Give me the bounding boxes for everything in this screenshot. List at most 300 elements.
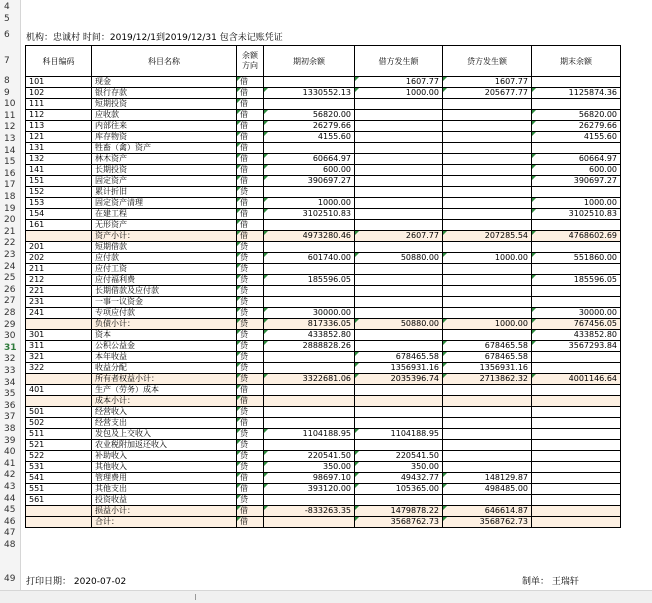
closing-balance-cell[interactable] <box>532 363 621 374</box>
credit-amount-cell[interactable] <box>443 462 532 473</box>
account-code-cell[interactable]: 152 <box>26 187 92 198</box>
account-code-cell[interactable]: 101 <box>26 77 92 88</box>
closing-balance-cell[interactable]: 767456.05 <box>532 319 621 330</box>
opening-balance-cell[interactable]: 1000.00 <box>264 198 355 209</box>
balance-direction-cell[interactable]: 借 <box>237 385 264 396</box>
balance-direction-cell[interactable]: 借 <box>237 99 264 110</box>
debit-amount-cell[interactable] <box>355 187 443 198</box>
row-number[interactable]: 40 <box>4 447 16 458</box>
credit-amount-cell[interactable] <box>443 99 532 110</box>
account-code-cell[interactable] <box>26 231 92 242</box>
debit-amount-cell[interactable]: 3568762.73 <box>355 517 443 528</box>
debit-amount-cell[interactable] <box>355 209 443 220</box>
opening-balance-cell[interactable]: 600.00 <box>264 165 355 176</box>
debit-amount-cell[interactable] <box>355 220 443 231</box>
debit-amount-cell[interactable] <box>355 308 443 319</box>
credit-amount-cell[interactable] <box>443 187 532 198</box>
debit-amount-cell[interactable] <box>355 121 443 132</box>
closing-balance-cell[interactable] <box>532 407 621 418</box>
debit-amount-cell[interactable] <box>355 385 443 396</box>
closing-balance-cell[interactable] <box>532 462 621 473</box>
row-number[interactable]: 7 <box>4 56 10 66</box>
credit-amount-cell[interactable] <box>443 154 532 165</box>
credit-amount-cell[interactable] <box>443 308 532 319</box>
account-code-cell[interactable]: 201 <box>26 242 92 253</box>
credit-amount-cell[interactable] <box>443 110 532 121</box>
account-name-cell[interactable]: 负债小计： <box>92 319 237 330</box>
row-number[interactable]: 43 <box>4 482 16 492</box>
account-code-cell[interactable] <box>26 374 92 385</box>
debit-amount-cell[interactable]: 1356931.16 <box>355 363 443 374</box>
account-name-cell[interactable]: 其他收入 <box>92 462 237 473</box>
balance-direction-cell[interactable]: 借 <box>237 231 264 242</box>
opening-balance-cell[interactable]: 26279.66 <box>264 121 355 132</box>
account-code-cell[interactable]: 511 <box>26 429 92 440</box>
account-code-cell[interactable]: 321 <box>26 352 92 363</box>
credit-amount-cell[interactable] <box>443 286 532 297</box>
balance-direction-cell[interactable]: 借 <box>237 209 264 220</box>
debit-amount-cell[interactable] <box>355 165 443 176</box>
account-code-cell[interactable]: 112 <box>26 110 92 121</box>
row-number[interactable]: 45 <box>4 505 16 516</box>
account-name-cell[interactable]: 所有者权益小计： <box>92 374 237 385</box>
debit-amount-cell[interactable] <box>355 143 443 154</box>
debit-amount-cell[interactable] <box>355 341 443 352</box>
row-number[interactable]: 22 <box>4 238 16 249</box>
account-name-cell[interactable]: 投资收益 <box>92 495 237 506</box>
opening-balance-cell[interactable]: 393120.00 <box>264 484 355 495</box>
account-name-cell[interactable]: 短期借款 <box>92 242 237 253</box>
account-name-cell[interactable]: 其他支出 <box>92 484 237 495</box>
closing-balance-cell[interactable]: 1000.00 <box>532 198 621 209</box>
account-code-cell[interactable] <box>26 517 92 528</box>
closing-balance-cell[interactable] <box>532 440 621 451</box>
credit-amount-cell[interactable]: 646614.87 <box>443 506 532 517</box>
debit-amount-cell[interactable]: 50880.00 <box>355 319 443 330</box>
credit-amount-cell[interactable]: 2713862.32 <box>443 374 532 385</box>
opening-balance-cell[interactable]: 817336.05 <box>264 319 355 330</box>
opening-balance-cell[interactable] <box>264 143 355 154</box>
credit-amount-cell[interactable] <box>443 297 532 308</box>
debit-amount-cell[interactable] <box>355 330 443 341</box>
account-code-cell[interactable]: 561 <box>26 495 92 506</box>
opening-balance-cell[interactable] <box>264 517 355 528</box>
balance-direction-cell[interactable]: 借 <box>237 176 264 187</box>
opening-balance-cell[interactable]: 2888828.26 <box>264 341 355 352</box>
opening-balance-cell[interactable] <box>264 495 355 506</box>
closing-balance-cell[interactable]: 1125874.36 <box>532 88 621 99</box>
account-name-cell[interactable]: 无形资产 <box>92 220 237 231</box>
account-code-cell[interactable]: 132 <box>26 154 92 165</box>
row-number[interactable]: 48 <box>4 540 16 550</box>
closing-balance-cell[interactable] <box>532 77 621 88</box>
closing-balance-cell[interactable]: 30000.00 <box>532 308 621 319</box>
credit-amount-cell[interactable] <box>443 440 532 451</box>
row-number[interactable]: 8 <box>4 76 10 86</box>
opening-balance-cell[interactable] <box>264 363 355 374</box>
closing-balance-cell[interactable]: 4768602.69 <box>532 231 621 242</box>
opening-balance-cell[interactable] <box>264 418 355 429</box>
account-name-cell[interactable]: 固定资产 <box>92 176 237 187</box>
balance-direction-cell[interactable]: 借 <box>237 154 264 165</box>
opening-balance-cell[interactable] <box>264 99 355 110</box>
credit-amount-cell[interactable] <box>443 220 532 231</box>
header-direction[interactable]: 余额方向 <box>237 46 264 77</box>
account-code-cell[interactable]: 241 <box>26 308 92 319</box>
balance-direction-cell[interactable]: 借 <box>237 198 264 209</box>
balance-direction-cell[interactable]: 借 <box>237 418 264 429</box>
credit-amount-cell[interactable] <box>443 396 532 407</box>
opening-balance-cell[interactable] <box>264 407 355 418</box>
credit-amount-cell[interactable]: 3568762.73 <box>443 517 532 528</box>
row-number[interactable]: 38 <box>4 424 16 434</box>
closing-balance-cell[interactable] <box>532 429 621 440</box>
closing-balance-cell[interactable]: 26279.66 <box>532 121 621 132</box>
account-name-cell[interactable]: 经营支出 <box>92 418 237 429</box>
row-number[interactable]: 49 <box>4 574 16 584</box>
closing-balance-cell[interactable] <box>532 286 621 297</box>
balance-direction-cell[interactable]: 贷 <box>237 187 264 198</box>
account-name-cell[interactable]: 现金 <box>92 77 237 88</box>
opening-balance-cell[interactable]: 1330552.13 <box>264 88 355 99</box>
row-number[interactable]: 20 <box>4 215 16 226</box>
opening-balance-cell[interactable] <box>264 297 355 308</box>
account-name-cell[interactable]: 短期投资 <box>92 99 237 110</box>
account-name-cell[interactable]: 应收款 <box>92 110 237 121</box>
account-code-cell[interactable]: 231 <box>26 297 92 308</box>
row-number[interactable]: 34 <box>4 377 16 388</box>
account-code-cell[interactable]: 522 <box>26 451 92 462</box>
row-number[interactable]: 30 <box>4 331 16 342</box>
closing-balance-cell[interactable]: 4001146.64 <box>532 374 621 385</box>
row-number[interactable]: 14 <box>4 145 16 156</box>
opening-balance-cell[interactable]: 3322681.06 <box>264 374 355 385</box>
account-name-cell[interactable]: 资本 <box>92 330 237 341</box>
balance-direction-cell[interactable]: 贷 <box>237 363 264 374</box>
balance-direction-cell[interactable]: 贷 <box>237 341 264 352</box>
account-code-cell[interactable] <box>26 506 92 517</box>
header-debit[interactable]: 借方发生额 <box>355 46 443 77</box>
row-number[interactable]: 47 <box>4 528 16 539</box>
credit-amount-cell[interactable]: 678465.58 <box>443 341 532 352</box>
row-number[interactable]: 5 <box>4 14 10 24</box>
credit-amount-cell[interactable] <box>443 121 532 132</box>
debit-amount-cell[interactable]: 1104188.95 <box>355 429 443 440</box>
account-code-cell[interactable]: 401 <box>26 385 92 396</box>
balance-direction-cell[interactable]: 贷 <box>237 352 264 363</box>
opening-balance-cell[interactable]: 3102510.83 <box>264 209 355 220</box>
balance-direction-cell[interactable]: 贷 <box>237 308 264 319</box>
balance-direction-cell[interactable]: 贷 <box>237 319 264 330</box>
account-code-cell[interactable]: 301 <box>26 330 92 341</box>
balance-direction-cell[interactable]: 贷 <box>237 462 264 473</box>
credit-amount-cell[interactable] <box>443 242 532 253</box>
debit-amount-cell[interactable]: 49432.77 <box>355 473 443 484</box>
balance-direction-cell[interactable]: 借 <box>237 121 264 132</box>
closing-balance-cell[interactable] <box>532 517 621 528</box>
closing-balance-cell[interactable] <box>532 264 621 275</box>
account-code-cell[interactable]: 212 <box>26 275 92 286</box>
account-name-cell[interactable]: 专项应付款 <box>92 308 237 319</box>
row-number[interactable]: 15 <box>4 157 16 168</box>
account-code-cell[interactable]: 541 <box>26 473 92 484</box>
opening-balance-cell[interactable] <box>264 264 355 275</box>
row-number[interactable]: 12 <box>4 122 16 133</box>
opening-balance-cell[interactable] <box>264 77 355 88</box>
opening-balance-cell[interactable]: 433852.80 <box>264 330 355 341</box>
account-code-cell[interactable]: 141 <box>26 165 92 176</box>
opening-balance-cell[interactable]: 350.00 <box>264 462 355 473</box>
credit-amount-cell[interactable] <box>443 209 532 220</box>
account-code-cell[interactable]: 202 <box>26 253 92 264</box>
closing-balance-cell[interactable]: 600.00 <box>532 165 621 176</box>
balance-direction-cell[interactable]: 贷 <box>237 286 264 297</box>
opening-balance-cell[interactable]: -833263.35 <box>264 506 355 517</box>
balance-direction-cell[interactable]: 贷 <box>237 330 264 341</box>
account-code-cell[interactable]: 154 <box>26 209 92 220</box>
account-name-cell[interactable]: 公积公益金 <box>92 341 237 352</box>
debit-amount-cell[interactable] <box>355 242 443 253</box>
debit-amount-cell[interactable] <box>355 297 443 308</box>
credit-amount-cell[interactable]: 1000.00 <box>443 319 532 330</box>
opening-balance-cell[interactable]: 185596.05 <box>264 275 355 286</box>
account-name-cell[interactable]: 累计折旧 <box>92 187 237 198</box>
opening-balance-cell[interactable]: 220541.50 <box>264 451 355 462</box>
account-code-cell[interactable]: 221 <box>26 286 92 297</box>
account-code-cell[interactable]: 322 <box>26 363 92 374</box>
balance-direction-cell[interactable]: 贷 <box>237 495 264 506</box>
opening-balance-cell[interactable] <box>264 242 355 253</box>
account-name-cell[interactable]: 资产小计： <box>92 231 237 242</box>
debit-amount-cell[interactable] <box>355 396 443 407</box>
credit-amount-cell[interactable] <box>443 176 532 187</box>
balance-direction-cell[interactable]: 贷 <box>237 253 264 264</box>
credit-amount-cell[interactable] <box>443 451 532 462</box>
closing-balance-cell[interactable] <box>532 297 621 308</box>
header-code[interactable]: 科目编码 <box>26 46 92 77</box>
account-name-cell[interactable]: 农业税附加返还收入 <box>92 440 237 451</box>
account-name-cell[interactable]: 在建工程 <box>92 209 237 220</box>
account-code-cell[interactable]: 111 <box>26 99 92 110</box>
account-code-cell[interactable] <box>26 319 92 330</box>
debit-amount-cell[interactable] <box>355 286 443 297</box>
debit-amount-cell[interactable] <box>355 132 443 143</box>
credit-amount-cell[interactable]: 148129.87 <box>443 473 532 484</box>
account-name-cell[interactable]: 应付福利费 <box>92 275 237 286</box>
opening-balance-cell[interactable] <box>264 220 355 231</box>
closing-balance-cell[interactable] <box>532 451 621 462</box>
debit-amount-cell[interactable] <box>355 418 443 429</box>
opening-balance-cell[interactable] <box>264 385 355 396</box>
opening-balance-cell[interactable] <box>264 286 355 297</box>
credit-amount-cell[interactable] <box>443 198 532 209</box>
balance-direction-cell[interactable]: 借 <box>237 220 264 231</box>
credit-amount-cell[interactable]: 498485.00 <box>443 484 532 495</box>
debit-amount-cell[interactable]: 350.00 <box>355 462 443 473</box>
account-name-cell[interactable]: 经营收入 <box>92 407 237 418</box>
closing-balance-cell[interactable] <box>532 396 621 407</box>
closing-balance-cell[interactable] <box>532 143 621 154</box>
row-number[interactable]: 25 <box>4 273 16 284</box>
debit-amount-cell[interactable]: 50880.00 <box>355 253 443 264</box>
debit-amount-cell[interactable] <box>355 176 443 187</box>
opening-balance-cell[interactable]: 60664.97 <box>264 154 355 165</box>
closing-balance-cell[interactable]: 185596.05 <box>532 275 621 286</box>
credit-amount-cell[interactable] <box>443 275 532 286</box>
credit-amount-cell[interactable] <box>443 418 532 429</box>
balance-direction-cell[interactable]: 贷 <box>237 429 264 440</box>
row-number[interactable]: 10 <box>4 99 16 110</box>
credit-amount-cell[interactable]: 205677.77 <box>443 88 532 99</box>
balance-direction-cell[interactable]: 借 <box>237 506 264 517</box>
row-number[interactable]: 18 <box>4 192 16 202</box>
credit-amount-cell[interactable] <box>443 429 532 440</box>
closing-balance-cell[interactable] <box>532 506 621 517</box>
closing-balance-cell[interactable] <box>532 418 621 429</box>
account-name-cell[interactable]: 林木资产 <box>92 154 237 165</box>
debit-amount-cell[interactable] <box>355 495 443 506</box>
balance-direction-cell[interactable]: 借 <box>237 165 264 176</box>
balance-direction-cell[interactable]: 借 <box>237 143 264 154</box>
credit-amount-cell[interactable] <box>443 385 532 396</box>
closing-balance-cell[interactable]: 3567293.84 <box>532 341 621 352</box>
header-closing[interactable]: 期末余额 <box>532 46 621 77</box>
balance-direction-cell[interactable]: 贷 <box>237 374 264 385</box>
balance-direction-cell[interactable]: 借 <box>237 77 264 88</box>
row-number[interactable]: 39 <box>4 435 16 446</box>
debit-amount-cell[interactable]: 105365.00 <box>355 484 443 495</box>
debit-amount-cell[interactable] <box>355 110 443 121</box>
debit-amount-cell[interactable] <box>355 99 443 110</box>
account-code-cell[interactable]: 551 <box>26 484 92 495</box>
balance-direction-cell[interactable]: 贷 <box>237 440 264 451</box>
debit-amount-cell[interactable]: 1607.77 <box>355 77 443 88</box>
row-number[interactable]: 9 <box>4 87 10 98</box>
account-code-cell[interactable]: 131 <box>26 143 92 154</box>
debit-amount-cell[interactable]: 2035396.74 <box>355 374 443 385</box>
closing-balance-cell[interactable]: 3102510.83 <box>532 209 621 220</box>
closing-balance-cell[interactable] <box>532 99 621 110</box>
horizontal-scrollbar[interactable] <box>0 590 652 603</box>
account-code-cell[interactable]: 531 <box>26 462 92 473</box>
account-name-cell[interactable]: 生产（劳务）成本 <box>92 385 237 396</box>
closing-balance-cell[interactable]: 551860.00 <box>532 253 621 264</box>
opening-balance-cell[interactable]: 30000.00 <box>264 308 355 319</box>
credit-amount-cell[interactable]: 207285.54 <box>443 231 532 242</box>
account-code-cell[interactable]: 113 <box>26 121 92 132</box>
header-opening[interactable]: 期初余额 <box>264 46 355 77</box>
row-number[interactable]: 17 <box>4 180 16 191</box>
account-name-cell[interactable]: 合计： <box>92 517 237 528</box>
row-number[interactable]: 4 <box>4 2 10 12</box>
account-code-cell[interactable]: 151 <box>26 176 92 187</box>
closing-balance-cell[interactable]: 56820.00 <box>532 110 621 121</box>
account-name-cell[interactable]: 管理费用 <box>92 473 237 484</box>
account-code-cell[interactable]: 311 <box>26 341 92 352</box>
closing-balance-cell[interactable] <box>532 242 621 253</box>
row-number[interactable]: 44 <box>4 493 16 504</box>
account-name-cell[interactable]: 成本小计： <box>92 396 237 407</box>
opening-balance-cell[interactable] <box>264 396 355 407</box>
debit-amount-cell[interactable]: 220541.50 <box>355 451 443 462</box>
account-code-cell[interactable]: 502 <box>26 418 92 429</box>
account-name-cell[interactable]: 收益分配 <box>92 363 237 374</box>
account-code-cell[interactable]: 102 <box>26 88 92 99</box>
debit-amount-cell[interactable] <box>355 275 443 286</box>
row-number[interactable]: 31 <box>4 342 17 353</box>
account-name-cell[interactable]: 银行存款 <box>92 88 237 99</box>
closing-balance-cell[interactable] <box>532 385 621 396</box>
closing-balance-cell[interactable] <box>532 187 621 198</box>
row-number[interactable]: 19 <box>4 203 16 214</box>
balance-direction-cell[interactable]: 借 <box>237 473 264 484</box>
balance-direction-cell[interactable]: 借 <box>237 88 264 99</box>
credit-amount-cell[interactable] <box>443 165 532 176</box>
row-number[interactable]: 13 <box>4 134 16 144</box>
account-name-cell[interactable]: 损益小计： <box>92 506 237 517</box>
credit-amount-cell[interactable]: 1356931.16 <box>443 363 532 374</box>
account-name-cell[interactable]: 一事一议资金 <box>92 297 237 308</box>
credit-amount-cell[interactable]: 678465.58 <box>443 352 532 363</box>
opening-balance-cell[interactable]: 1104188.95 <box>264 429 355 440</box>
account-name-cell[interactable]: 应付款 <box>92 253 237 264</box>
closing-balance-cell[interactable] <box>532 484 621 495</box>
row-number[interactable]: 32 <box>4 354 16 365</box>
opening-balance-cell[interactable] <box>264 187 355 198</box>
balance-direction-cell[interactable]: 借 <box>237 110 264 121</box>
balance-direction-cell[interactable]: 贷 <box>237 264 264 275</box>
balance-direction-cell[interactable]: 借 <box>237 396 264 407</box>
account-code-cell[interactable]: 153 <box>26 198 92 209</box>
account-name-cell[interactable]: 本年收益 <box>92 352 237 363</box>
opening-balance-cell[interactable]: 390697.27 <box>264 176 355 187</box>
row-number[interactable]: 24 <box>4 261 16 272</box>
opening-balance-cell[interactable]: 601740.00 <box>264 253 355 264</box>
row-number[interactable]: 28 <box>4 308 16 318</box>
balance-direction-cell[interactable]: 贷 <box>237 297 264 308</box>
opening-balance-cell[interactable] <box>264 352 355 363</box>
header-credit[interactable]: 贷方发生额 <box>443 46 532 77</box>
balance-direction-cell[interactable]: 借 <box>237 132 264 143</box>
row-number[interactable]: 46 <box>4 516 16 527</box>
row-number[interactable]: 26 <box>4 284 16 295</box>
credit-amount-cell[interactable] <box>443 330 532 341</box>
closing-balance-cell[interactable]: 60664.97 <box>532 154 621 165</box>
account-code-cell[interactable]: 121 <box>26 132 92 143</box>
row-number[interactable]: 27 <box>4 296 16 307</box>
credit-amount-cell[interactable] <box>443 407 532 418</box>
row-number[interactable]: 37 <box>4 412 16 423</box>
opening-balance-cell[interactable]: 4155.60 <box>264 132 355 143</box>
account-name-cell[interactable]: 长期投资 <box>92 165 237 176</box>
closing-balance-cell[interactable] <box>532 220 621 231</box>
debit-amount-cell[interactable]: 2607.77 <box>355 231 443 242</box>
account-name-cell[interactable]: 发包及上交收入 <box>92 429 237 440</box>
opening-balance-cell[interactable]: 56820.00 <box>264 110 355 121</box>
row-number[interactable]: 29 <box>4 319 16 330</box>
account-name-cell[interactable]: 内部往来 <box>92 121 237 132</box>
opening-balance-cell[interactable] <box>264 440 355 451</box>
account-code-cell[interactable]: 501 <box>26 407 92 418</box>
credit-amount-cell[interactable]: 1607.77 <box>443 77 532 88</box>
closing-balance-cell[interactable]: 433852.80 <box>532 330 621 341</box>
closing-balance-cell[interactable] <box>532 352 621 363</box>
account-code-cell[interactable]: 161 <box>26 220 92 231</box>
account-name-cell[interactable]: 库存物资 <box>92 132 237 143</box>
row-number[interactable]: 23 <box>4 250 16 260</box>
account-code-cell[interactable] <box>26 396 92 407</box>
header-name[interactable]: 科目名称 <box>92 46 237 77</box>
